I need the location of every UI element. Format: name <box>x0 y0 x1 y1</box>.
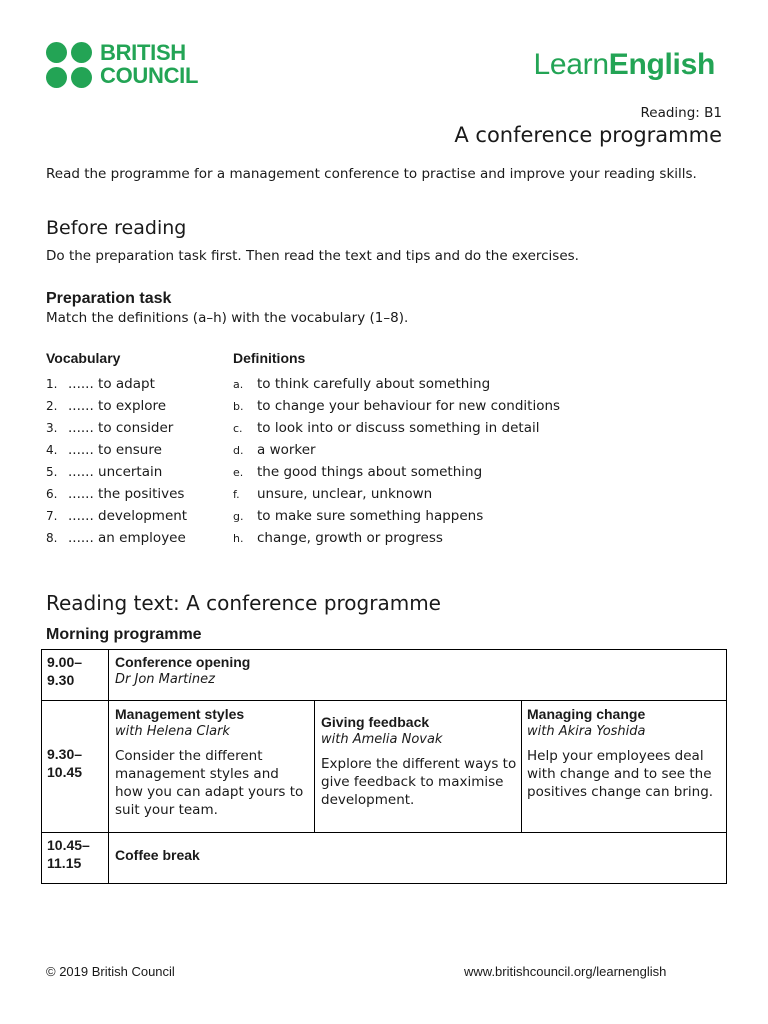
time-cell <box>47 653 82 689</box>
definition-letter: e. <box>233 466 244 479</box>
programme-table <box>41 649 727 884</box>
vocab-text: ...... to adapt <box>68 376 155 392</box>
reading-text-heading: Reading text: A conference programme <box>46 591 441 615</box>
definition-item <box>233 396 560 418</box>
vocab-item <box>46 528 187 550</box>
intro-text: Read the programme for a management conference to practise and improve your reading skills. <box>46 166 697 182</box>
logo-line-2: COUNCIL <box>100 63 199 88</box>
time-start: 9.00– <box>47 654 83 670</box>
session-cell-management-styles <box>115 705 309 819</box>
session-cell-giving-feedback <box>321 713 517 809</box>
session-title: Conference opening <box>115 654 251 670</box>
vocab-text: ...... development <box>68 508 188 524</box>
session-title: Management styles <box>115 706 245 722</box>
vocabulary-list <box>46 374 187 550</box>
vocab-number: 2. <box>46 399 58 413</box>
definition-letter: a. <box>233 378 244 391</box>
session-cell-managing-change <box>527 705 725 801</box>
vocab-item <box>46 484 187 506</box>
vocab-item <box>46 462 187 484</box>
vocab-text: ...... to explore <box>68 398 167 414</box>
definition-letter: f. <box>233 488 240 501</box>
vocab-number: 7. <box>46 509 58 523</box>
definition-item <box>233 418 560 440</box>
vocab-item <box>46 418 187 440</box>
vocab-text: ...... the positives <box>68 486 185 502</box>
definition-item <box>233 374 560 396</box>
table-divider <box>108 650 109 883</box>
time-cell <box>47 745 82 781</box>
table-divider <box>42 832 726 833</box>
vocab-text: ...... to consider <box>68 420 174 436</box>
english-text: English <box>608 48 715 81</box>
vocab-text: ...... an employee <box>68 530 186 546</box>
table-divider <box>521 700 522 832</box>
session-description: Explore the different ways to give feedback to maximise development. <box>321 756 517 808</box>
vocab-text: ...... uncertain <box>68 464 163 480</box>
morning-programme-heading: Morning programme <box>46 626 202 643</box>
learn-text: Learn <box>533 48 609 81</box>
british-council-logo <box>46 42 216 90</box>
coffee-break-cell: Coffee break <box>115 847 200 863</box>
learnenglish-logo <box>534 48 715 82</box>
definitions-heading: Definitions <box>233 350 306 366</box>
preparation-instruction: Match the definitions (a–h) with the vocabulary (1–8). <box>46 310 409 326</box>
before-reading-heading: Before reading <box>46 217 187 239</box>
definition-letter: c. <box>233 422 243 435</box>
definition-letter: b. <box>233 400 244 413</box>
vocab-item <box>46 396 187 418</box>
time-cell <box>47 836 90 872</box>
definition-letter: g. <box>233 510 244 523</box>
definition-text: to look into or discuss something in detail <box>257 420 540 436</box>
footer-url[interactable]: www.britishcouncil.org/learnenglish <box>464 964 667 979</box>
level-label: Reading: B1 <box>640 105 722 121</box>
session-description: Help your employees deal with change and to see the positives change can bring. <box>527 748 714 800</box>
vocab-item <box>46 440 187 462</box>
definition-text: to make sure something happens <box>257 508 484 524</box>
definition-text: change, growth or progress <box>257 530 443 546</box>
table-divider <box>314 700 315 832</box>
vocab-number: 4. <box>46 443 58 457</box>
vocab-text: ...... to ensure <box>68 442 162 458</box>
time-end: 11.15 <box>47 855 82 871</box>
session-title: Giving feedback <box>321 714 430 730</box>
definition-text: unsure, unclear, unknown <box>257 486 433 502</box>
time-end: 10.45 <box>47 764 83 780</box>
vocab-number: 8. <box>46 531 58 545</box>
copyright: © 2019 British Council <box>46 964 175 979</box>
time-start: 9.30– <box>47 746 83 762</box>
definition-text: a worker <box>257 442 316 458</box>
vocab-item <box>46 506 187 528</box>
definition-item <box>233 462 560 484</box>
vocab-number: 6. <box>46 487 58 501</box>
session-speaker: with Helena Clark <box>115 724 230 739</box>
vocab-number: 5. <box>46 465 58 479</box>
definition-item <box>233 440 560 462</box>
vocab-item <box>46 374 187 396</box>
definition-text: the good things about something <box>257 464 483 480</box>
definition-item <box>233 528 560 550</box>
logo-dots-icon <box>46 42 94 90</box>
session-title: Managing change <box>527 706 646 722</box>
time-end: 9.30 <box>47 672 75 688</box>
definition-text: to change your behaviour for new conditions <box>257 398 561 414</box>
table-divider <box>42 700 726 701</box>
vocab-number: 1. <box>46 377 58 391</box>
session-speaker: Dr Jon Martinez <box>115 672 215 687</box>
session-speaker: with Akira Yoshida <box>527 724 646 739</box>
logo-line-1: BRITISH <box>100 40 186 65</box>
definition-text: to think carefully about something <box>257 376 491 392</box>
page-title: A conference programme <box>454 123 722 147</box>
definitions-list <box>233 374 560 550</box>
vocab-number: 3. <box>46 421 58 435</box>
vocabulary-heading: Vocabulary <box>46 350 121 366</box>
definition-item <box>233 506 560 528</box>
opening-cell <box>115 653 250 689</box>
before-reading-text: Do the preparation task first. Then read the text and tips and do the exercises. <box>46 248 579 264</box>
definition-letter: d. <box>233 444 244 457</box>
preparation-heading: Preparation task <box>46 290 172 307</box>
definition-item <box>233 484 560 506</box>
session-speaker: with Amelia Novak <box>321 732 443 747</box>
time-start: 10.45– <box>47 837 90 853</box>
definition-letter: h. <box>233 532 244 545</box>
session-description: Consider the different management styles and how you can adapt yours to suit your team. <box>115 748 304 818</box>
logo-wordmark <box>100 41 198 87</box>
